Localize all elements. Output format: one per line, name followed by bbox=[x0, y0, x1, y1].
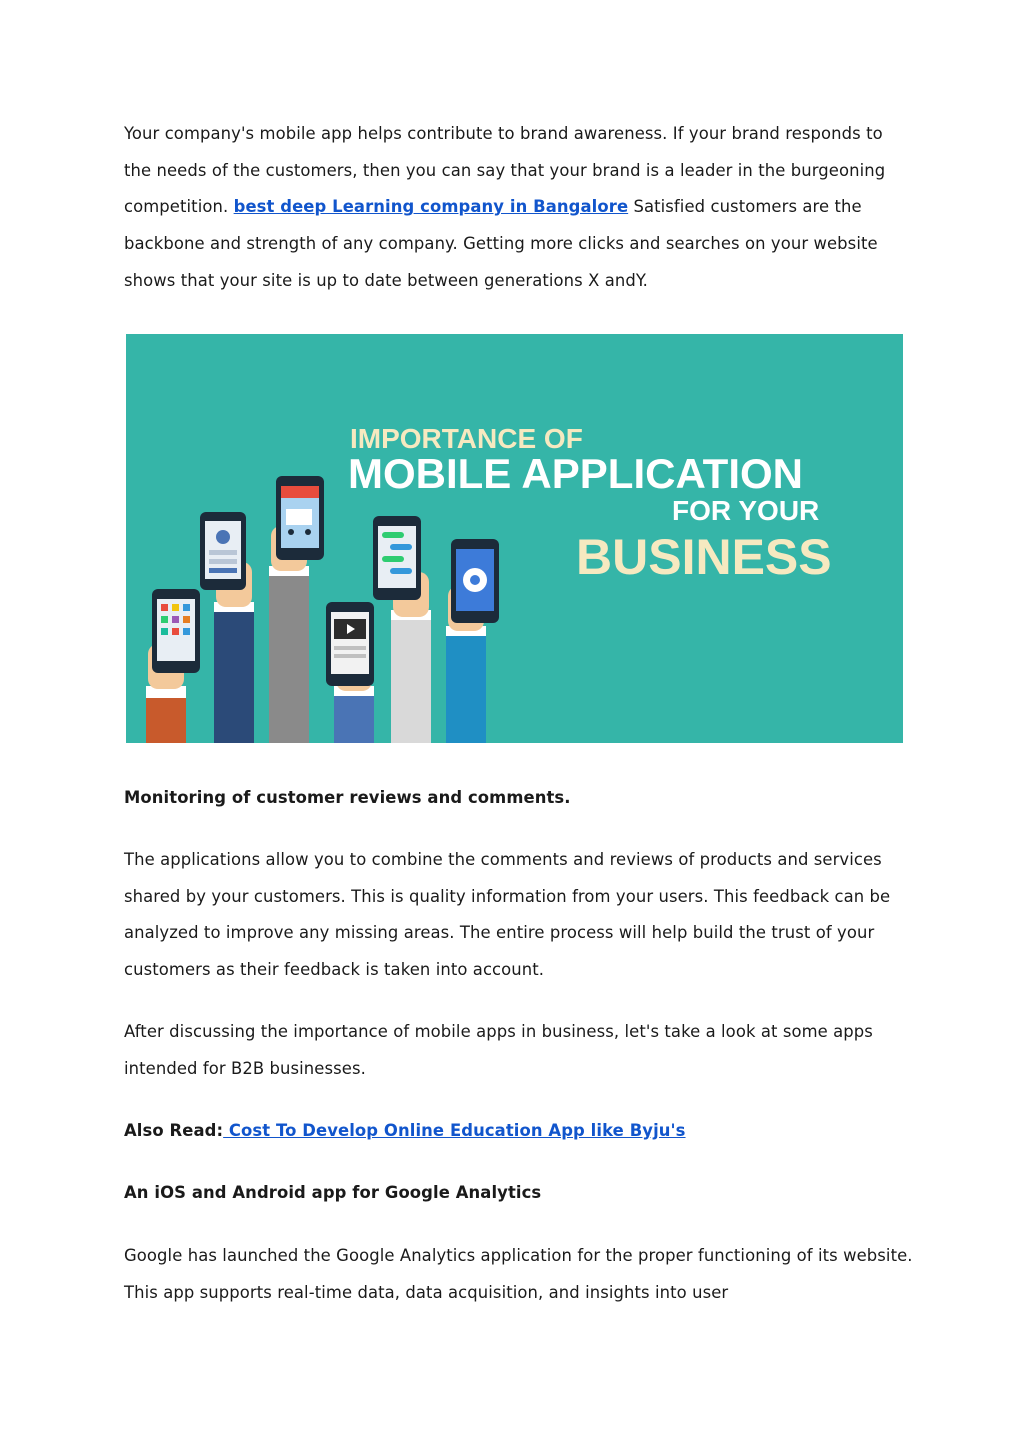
hero-illustration bbox=[126, 334, 903, 743]
google-analytics-heading: An iOS and Android app for Google Analytics bbox=[124, 1183, 542, 1202]
sleeve-1 bbox=[146, 694, 186, 743]
deep-learning-company-link[interactable]: best deep Learning company in Bangalore bbox=[233, 197, 629, 217]
hero-line-4: BUSINESS bbox=[576, 529, 832, 585]
b2b-paragraph: After discussing the importance of mobile apps in business, let's take a look at some apps intended for B2B businesses. bbox=[124, 1022, 873, 1078]
monitoring-paragraph: The applications allow you to combine the comments and reviews of products and services shared by your customers. This is quality information from your users. This feedback can be analyzed to improve any missing areas. The entire process will help build the trust of your customers as their feedback is taken into account. bbox=[124, 850, 891, 980]
intro-paragraph bbox=[124, 116, 914, 300]
also-read-label: Also Read: bbox=[124, 1121, 224, 1140]
sleeve-2 bbox=[214, 609, 254, 743]
hero-line-1: IMPORTANCE OF bbox=[350, 423, 583, 454]
monitoring-heading: Monitoring of customer reviews and comments. bbox=[124, 788, 571, 807]
google-analytics-paragraph: Google has launched the Google Analytics application for the proper functioning of its website. This app supports real-time data, data acquisition, and insights into user bbox=[124, 1246, 913, 1302]
also-read-line bbox=[124, 1113, 686, 1150]
hero-line-3: FOR YOUR bbox=[672, 495, 820, 526]
education-app-link[interactable]: Cost To Develop Online Education App like Byju's bbox=[223, 1121, 686, 1140]
sleeve-4 bbox=[334, 694, 374, 743]
sleeve-5 bbox=[391, 619, 431, 743]
hero-line-2: MOBILE APPLICATION bbox=[348, 450, 803, 497]
intro-text-after: Satisfied customers are the backbone and strength of any company. Getting more clicks and searches on your website shows that your site is up to date between generations X andY. bbox=[124, 197, 878, 290]
hero-banner-image bbox=[126, 334, 903, 743]
sleeve-3 bbox=[269, 574, 309, 743]
intro-text-before: Your company's mobile app helps contribute to brand awareness. If your brand responds to the needs of the customers, then you can say that your brand is a leader in the burgeoning competition. bbox=[124, 124, 886, 217]
sleeve-6 bbox=[446, 634, 486, 743]
